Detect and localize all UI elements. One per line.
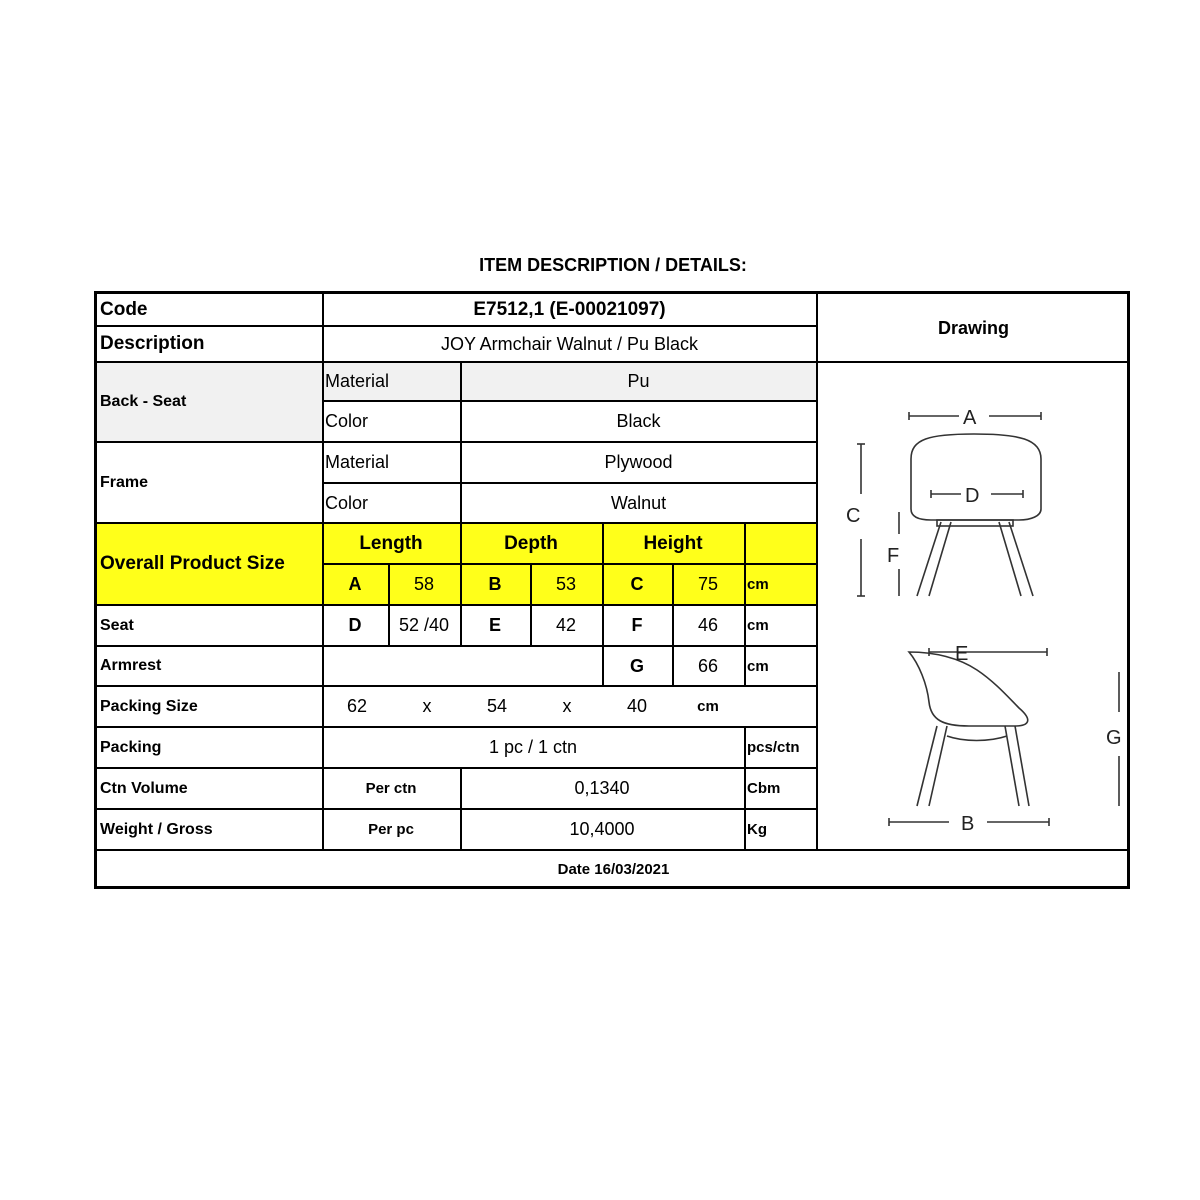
- drawing-label: Drawing: [937, 317, 1009, 338]
- packing-size-length: 62: [346, 696, 368, 716]
- packing-value: 1 pc / 1 ctn: [488, 737, 578, 757]
- packing-size-x1: x: [422, 696, 432, 716]
- packing-size-unit: cm: [697, 698, 719, 715]
- page-title: ITEM DESCRIPTION / DETAILS:: [479, 255, 747, 275]
- grid-line: [97, 325, 817, 327]
- back-seat-color-value: Black: [616, 411, 661, 431]
- diagram-letter-c: C: [846, 505, 861, 527]
- code-label: Code: [100, 299, 148, 320]
- seat-label: Seat: [100, 616, 134, 634]
- armrest-label: Armrest: [100, 657, 162, 674]
- frame-material-value: Plywood: [604, 452, 673, 472]
- grid-line: [97, 441, 817, 443]
- frame-material-label: Material: [325, 452, 390, 472]
- grid-line: [602, 523, 604, 686]
- grid-line: [744, 727, 746, 850]
- ctn-volume-unit: Cbm: [747, 780, 781, 797]
- grid-line: [97, 685, 817, 687]
- description-value: JOY Armchair Walnut / Pu Black: [440, 333, 699, 354]
- back-seat-material-label: Material: [325, 371, 390, 391]
- diagram-letter-g: G: [1106, 727, 1122, 749]
- weight-per: Per pc: [368, 821, 414, 838]
- packing-label: Packing: [100, 738, 162, 756]
- seat-d-value: 52 /40: [398, 615, 450, 635]
- diagram-letter-f: F: [887, 545, 900, 567]
- grid-line: [97, 361, 1130, 363]
- grid-line: [322, 482, 817, 484]
- seat-e-key: E: [488, 615, 501, 635]
- grid-line: [530, 564, 532, 646]
- grid-line: [97, 726, 817, 728]
- length-label: Length: [359, 532, 423, 554]
- weight-unit: Kg: [747, 821, 767, 838]
- grid-line: [460, 362, 462, 523]
- ctn-volume-value: 0,1340: [574, 778, 630, 798]
- diagram-letter-d: D: [965, 485, 980, 507]
- description-label: Description: [100, 333, 205, 354]
- grid-line: [97, 645, 817, 647]
- diagram-letter-b: B: [961, 813, 975, 835]
- grid-line: [97, 767, 817, 769]
- chair-drawing: [819, 364, 1129, 848]
- diagram-letter-e: E: [955, 643, 969, 665]
- seat-e-value: 42: [555, 615, 577, 635]
- date-footer: Date 16/03/2021: [557, 861, 670, 878]
- grid-line: [816, 294, 818, 850]
- frame-color-value: Walnut: [610, 492, 667, 513]
- grid-line: [97, 522, 817, 524]
- packing-size-height: 40: [626, 696, 648, 716]
- overall-c-key: C: [630, 574, 644, 594]
- grid-line: [388, 564, 390, 646]
- grid-line: [322, 400, 817, 402]
- spec-sheet: [94, 291, 1130, 889]
- seat-unit: cm: [747, 617, 769, 634]
- grid-line: [744, 523, 746, 686]
- grid-line: [460, 523, 462, 646]
- packing-unit: pcs/ctn: [747, 739, 800, 756]
- depth-label: Depth: [504, 532, 558, 554]
- armrest-g-value: 66: [697, 655, 719, 676]
- packing-size-x2: x: [562, 696, 572, 716]
- seat-f-value: 46: [697, 615, 719, 635]
- overall-size-label: Overall Product Size: [100, 553, 285, 574]
- overall-b-key: B: [488, 574, 502, 594]
- packing-size-label: Packing Size: [100, 697, 198, 715]
- seat-f-key: F: [631, 615, 643, 635]
- seat-d-key: D: [348, 615, 362, 635]
- height-label: Height: [643, 532, 703, 554]
- diagram-letter-a: A: [963, 407, 977, 429]
- frame-label: Frame: [100, 473, 149, 491]
- overall-a-key: A: [348, 574, 362, 594]
- overall-b-value: 53: [555, 574, 577, 594]
- weight-value: 10,4000: [569, 819, 635, 839]
- grid-line: [672, 564, 674, 686]
- back-seat-material-value: Pu: [627, 371, 650, 391]
- overall-c-value: 75: [697, 574, 719, 594]
- grid-line: [97, 849, 1130, 851]
- grid-line: [322, 563, 817, 565]
- back-seat-label: Back - Seat: [100, 393, 187, 410]
- ctn-volume-label: Ctn Volume: [100, 779, 188, 797]
- grid-line: [322, 294, 324, 850]
- armrest-unit: cm: [747, 657, 769, 675]
- grid-line: [97, 808, 817, 810]
- ctn-volume-per: Per ctn: [365, 780, 417, 797]
- overall-unit: cm: [747, 576, 769, 593]
- frame-color-label: Color: [325, 492, 369, 513]
- grid-line: [460, 768, 462, 850]
- code-value: E7512,1 (E-00021097): [473, 299, 666, 320]
- armrest-g-key: G: [629, 655, 644, 676]
- packing-size-width: 54: [486, 696, 508, 716]
- overall-a-value: 58: [413, 574, 435, 594]
- weight-label: Weight / Gross: [100, 820, 213, 838]
- back-seat-color-label: Color: [325, 411, 369, 431]
- grid-line: [97, 604, 817, 606]
